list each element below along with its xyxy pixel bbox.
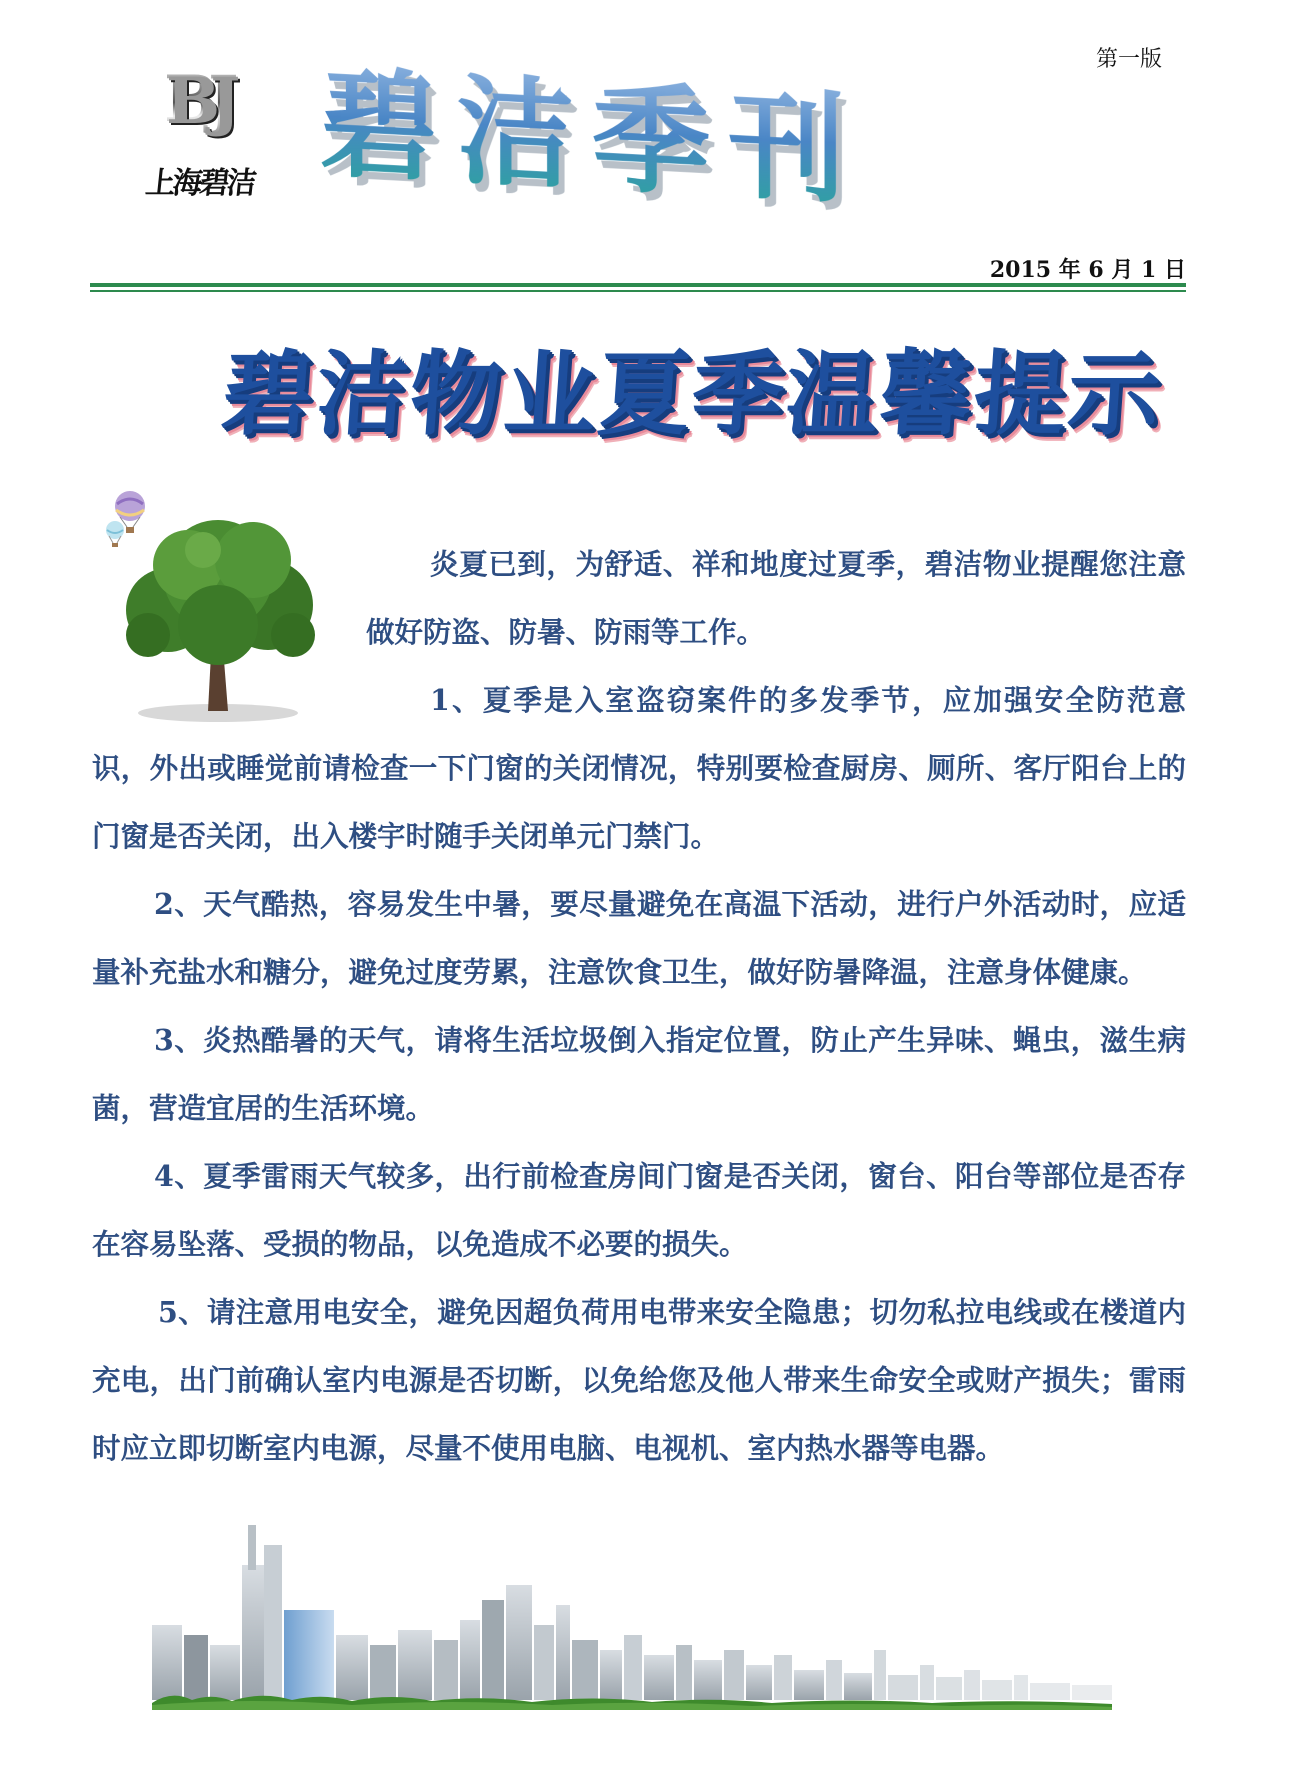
edition-label: 第一版 xyxy=(1095,47,1162,72)
article-headline: 碧洁物业夏季温馨提示 xyxy=(218,341,1166,448)
logo-text: 上海碧洁 xyxy=(143,166,256,201)
article-body xyxy=(92,530,1186,1482)
tip-paragraph-5: 5、请注意用电安全，避免因超负荷用电带来安全隐患；切勿私拉电线或在楼道内充电，出门前确认室内电源是否切断，以免给您及他人带来生命安全或财产损失；雷雨时应立即切断室内电源，尽量不使用电脑、电视机、室内热水器等电器。 xyxy=(92,1295,1186,1465)
tip-paragraph-4: 4、夏季雷雨天气较多，出行前检查房间门窗是否关闭，窗台、阳台等部位是否存在容易坠落、受损的物品，以免造成不必要的损失。 xyxy=(92,1159,1186,1261)
header-divider xyxy=(90,283,1186,287)
tip-paragraph-2: 2、天气酷热，容易发生中暑，要尽量避免在高温下活动，进行户外活动时，应适量补充盐水和糖分，避免过度劳累，注意饮食卫生，做好防暑降温，注意身体健康。 xyxy=(92,887,1186,989)
tip-paragraph-1: 1、夏季是入室盗窃案件的多发季节，应加强安全防范意识，外出或睡觉前请检查一下门窗的关闭情况，特别要检查厨房、厕所、客厅阳台上的门窗是否关闭，出入楼宇时随手关闭单元门禁门。 xyxy=(92,683,1186,853)
masthead-title: 碧洁季刊 xyxy=(320,53,1040,231)
issue-date: 2015 年 6 月 1 日 xyxy=(989,257,1186,283)
header-divider-thin xyxy=(90,290,1186,292)
company-logo xyxy=(143,62,256,212)
logo-mark: BJ xyxy=(164,62,244,152)
tip-paragraph-3: 3、炎热酷暑的天气，请将生活垃圾倒入指定位置，防止产生异味、蝇虫，滋生病菌，营造宜居的生活环境。 xyxy=(92,1023,1186,1125)
city-skyline-illustration xyxy=(152,1525,1142,1710)
intro-paragraph: 炎夏已到，为舒适、祥和地度过夏季，碧洁物业提醒您注意做好防盗、防暑、防雨等工作。 xyxy=(366,547,1186,649)
